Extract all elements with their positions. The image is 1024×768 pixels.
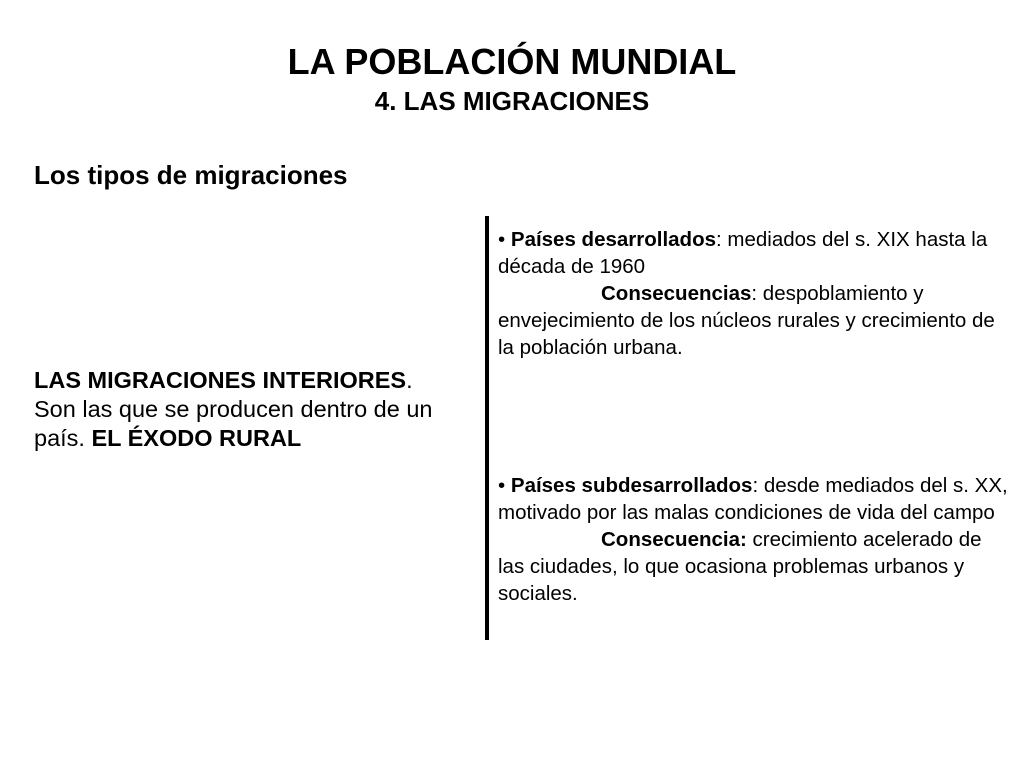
vertical-divider [485, 216, 489, 640]
internal-migrations-block [34, 366, 484, 453]
developed-countries-period-text: : mediados del s. XIX hasta la década de 1960 [498, 228, 988, 278]
underdeveloped-countries-block [498, 472, 1008, 607]
internal-migrations-heading: LAS MIGRACIONES INTERIORES [34, 367, 407, 393]
underdeveloped-countries-period-text: : desde mediados del s. XX, motivado por las malas condiciones de vida del campo [498, 474, 1008, 524]
page-subtitle: 4. LAS MIGRACIONES [374, 86, 650, 116]
underdeveloped-consequence-label: Consecuencia: [601, 528, 747, 551]
underdeveloped-countries-label: Países subdesarrollados [510, 474, 753, 497]
developed-consequence-label: Consecuencias [601, 282, 752, 305]
bullet-icon: • [498, 474, 506, 497]
heading-period: . [406, 367, 413, 393]
page-title: LA POBLACIÓN MUNDIAL [287, 41, 737, 82]
section-heading: Los tipos de migraciones [34, 160, 348, 190]
developed-consequence-text: : despoblamiento y envejecimiento de los núcleos rurales y crecimiento de la población urbana. [498, 282, 995, 359]
internal-migrations-description: Son las que se producen dentro de un país. [34, 396, 433, 451]
developed-countries-label: Países desarrollados [510, 228, 717, 251]
developed-countries-block [498, 226, 1008, 361]
rural-exodus-label: EL ÉXODO RURAL [91, 425, 302, 451]
bullet-icon: • [498, 228, 506, 251]
underdeveloped-consequence-text: crecimiento acelerado de las ciudades, lo que ocasiona problemas urbanos y sociales. [498, 528, 982, 605]
